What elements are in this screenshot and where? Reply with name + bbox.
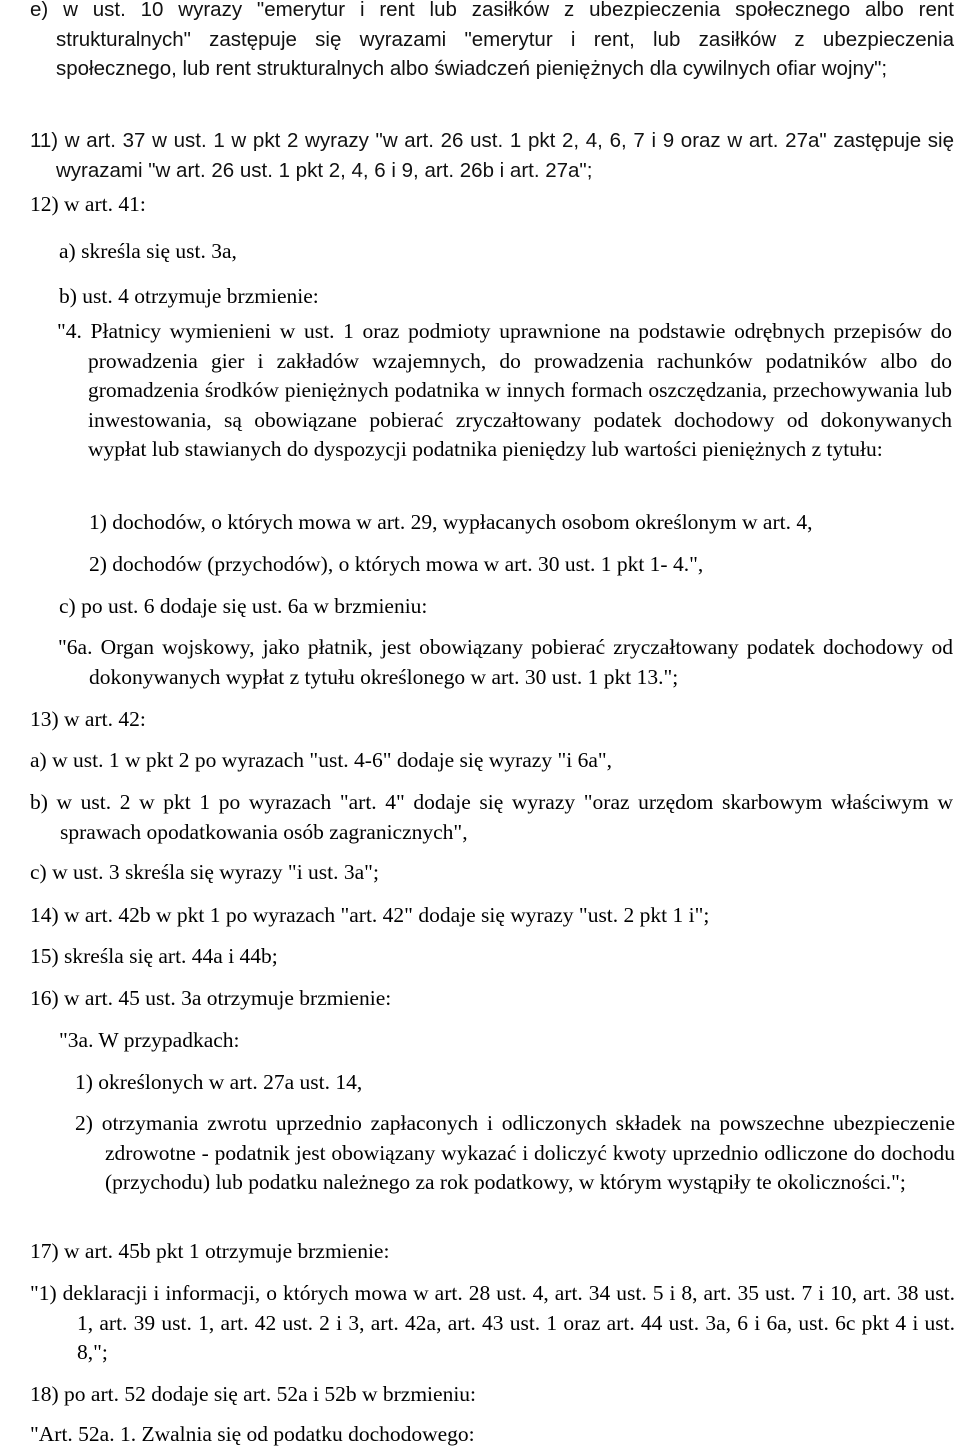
quoted-provision-3a-point-2: 2) otrzymania zwrotu uprzednio zapłaconych i odliczonych składek na powszechne ubezpieczenie zdrowotne - podatnik jest obowiązany wykazać i doliczyć kwoty uprzednio odliczone do dochodu (przychodu) lub podatku należnego za rok podatkowy, w którym wystąpiły te okoliczności."; [75,1111,955,1194]
quoted-article-52a: "Art. 52a. 1. Zwalnia się od podatku dochodowego: [30,1422,475,1446]
amendment-12c: c) po ust. 6 dodaje się ust. 6a w brzmieniu: [59,594,428,618]
quoted-provision-6a: "6a. Organ wojskowy, jako płatnik, jest obowiązany pobierać zryczałtowany podatek dochodowy od dokonywanych wypłat z tytułu określonego w art. 30 ust. 1 pkt 13."; [58,635,953,689]
amendment-item-e: e) w ust. 10 wyrazy "emerytur i rent lub zasiłków z ubezpieczenia społecznego albo rent strukturalnych" zastępuje się wyrazami "emerytur i rent, lub zasiłków z ubezpieczenia społecznego, lub rent strukturalnych albo świadczeń pieniężnych dla cywilnych ofiar wojny"; [30,0,954,80]
amendment-13a: a) w ust. 1 w pkt 2 po wyrazach "ust. 4-6" dodaje się wyrazy "i 6a", [30,748,613,772]
quoted-provision-4-point-2: 2) dochodów (przychodów), o których mowa w art. 30 ust. 1 pkt 1- 4.", [89,552,704,576]
quoted-provision-45b-point-1: "1) deklaracji i informacji, o których mowa w art. 28 ust. 4, art. 34 ust. 5 i 8, art. 35 ust. 7 i 10, art. 38 ust. 1, art. 39 ust. 1, art. 42 ust. 2 i 3, art. 42a, art. 43 ust. 1 oraz art. 44 ust. 3a, 6 i 6a, ust. 6c pkt 4 i ust. 8,"; [30,1281,955,1364]
amendment-point-18-heading: 18) po art. 52 dodaje się art. 52a i 52b w brzmieniu: [30,1382,477,1406]
amendment-point-16-heading: 16) w art. 45 ust. 3a otrzymuje brzmienie: [30,986,392,1010]
quoted-provision-3a: "3a. W przypadkach: [59,1028,240,1052]
amendment-13b: b) w ust. 2 w pkt 1 po wyrazach "art. 4" dodaje się wyrazy "oraz urzędom skarbowym właściwym w sprawach opodatkowania osób zagranicznych", [30,790,953,844]
amendment-point-17-heading: 17) w art. 45b pkt 1 otrzymuje brzmienie: [30,1239,390,1263]
amendment-point-12-heading: 12) w art. 41: [30,192,146,216]
amendment-point-13-heading: 13) w art. 42: [30,707,146,731]
quoted-provision-4: "4. Płatnicy wymienieni w ust. 1 oraz podmioty uprawnione na podstawie odrębnych przepisów do prowadzenia gier i zakładów wzajemnych, do prowadzenia rachunków podatników albo do gromadzenia środków pieniężnych podatnika w innych formach oszczędzania, przechowywania lub inwestowania, są obowiązane pobierać zryczałtowany podatek dochodowy od dokonywanych wypłat lub stawianych do dyspozycji podatnika pieniędzy lub wartości pieniężnych z tytułu: [57,319,952,461]
amendment-12b: b) ust. 4 otrzymuje brzmienie: [59,284,319,308]
amendment-13c: c) w ust. 3 skreśla się wyrazy "i ust. 3a"; [30,860,379,884]
amendment-point-14: 14) w art. 42b w pkt 1 po wyrazach "art. 42" dodaje się wyrazy "ust. 2 pkt 1 i"; [30,903,710,927]
amendment-point-11: 11) w art. 37 w ust. 1 w pkt 2 wyrazy "w art. 26 ust. 1 pkt 2, 4, 6, 7 i 9 oraz w art. 27a" zastępuje się wyrazami "w art. 26 ust. 1 pkt 2, 4, 6 i 9, art. 26b i art. 27a"; [30,129,954,182]
amendment-point-15: 15) skreśla się art. 44a i 44b; [30,944,278,968]
quoted-provision-3a-point-1: 1) określonych w art. 27a ust. 14, [75,1070,363,1094]
quoted-provision-4-point-1: 1) dochodów, o których mowa w art. 29, wypłacanych osobom określonym w art. 4, [89,510,813,534]
amendment-12a: a) skreśla się ust. 3a, [59,239,237,263]
